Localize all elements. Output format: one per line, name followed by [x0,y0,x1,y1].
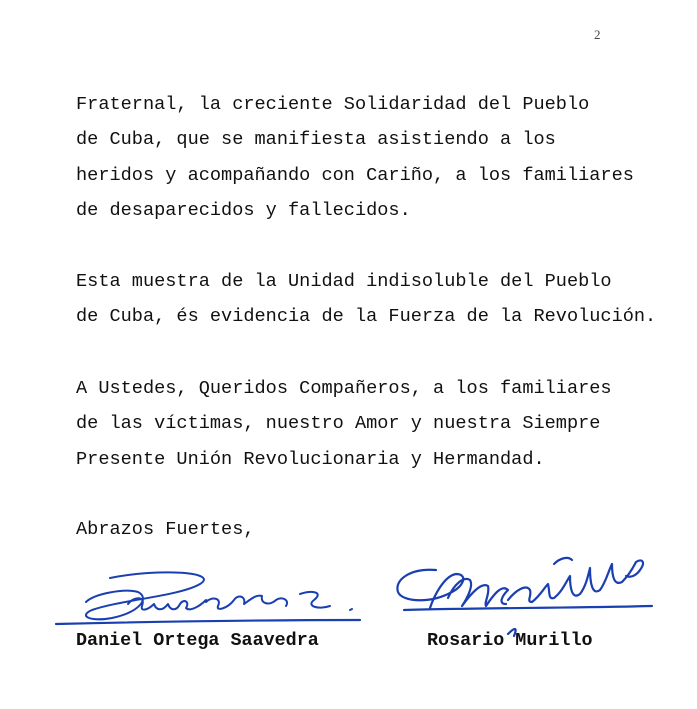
paragraph-line: Presente Unión Revolucionaria y Hermandad. [76,448,545,470]
paragraph-line: Esta muestra de la Unidad indisoluble del Pueblo [76,271,612,292]
paragraph-dedication [76,371,616,477]
signature-ortega [50,566,370,636]
signer-name-ortega: Daniel Ortega Saavedra [76,630,319,651]
closing-salutation: Abrazos Fuertes, [76,519,255,540]
paragraph-line: Fraternal, la creciente Solidaridad del Pueblo [76,94,590,115]
page-number: 2 [594,27,601,42]
signer-name-murillo: Rosario Murillo [427,630,593,651]
paragraph-line: de desaparecidos y fallecidos. [76,199,411,221]
paragraph-line: heridos y acompañando con Cariño, a los familiares [76,164,634,186]
paragraph-solidarity [76,87,634,228]
paragraph-line: A Ustedes, Queridos Compañeros, a los familiares [76,378,612,399]
signature-murillo [390,546,662,646]
paragraph-unity [76,264,657,335]
paragraph-line: de Cuba, és evidencia de la Fuerza de la Revolución. [76,306,657,328]
paragraph-line: de las víctimas, nuestro Amor y nuestra Siempre [76,413,601,435]
paragraph-line: de Cuba, que se manifiesta asistiendo a los [76,129,556,151]
